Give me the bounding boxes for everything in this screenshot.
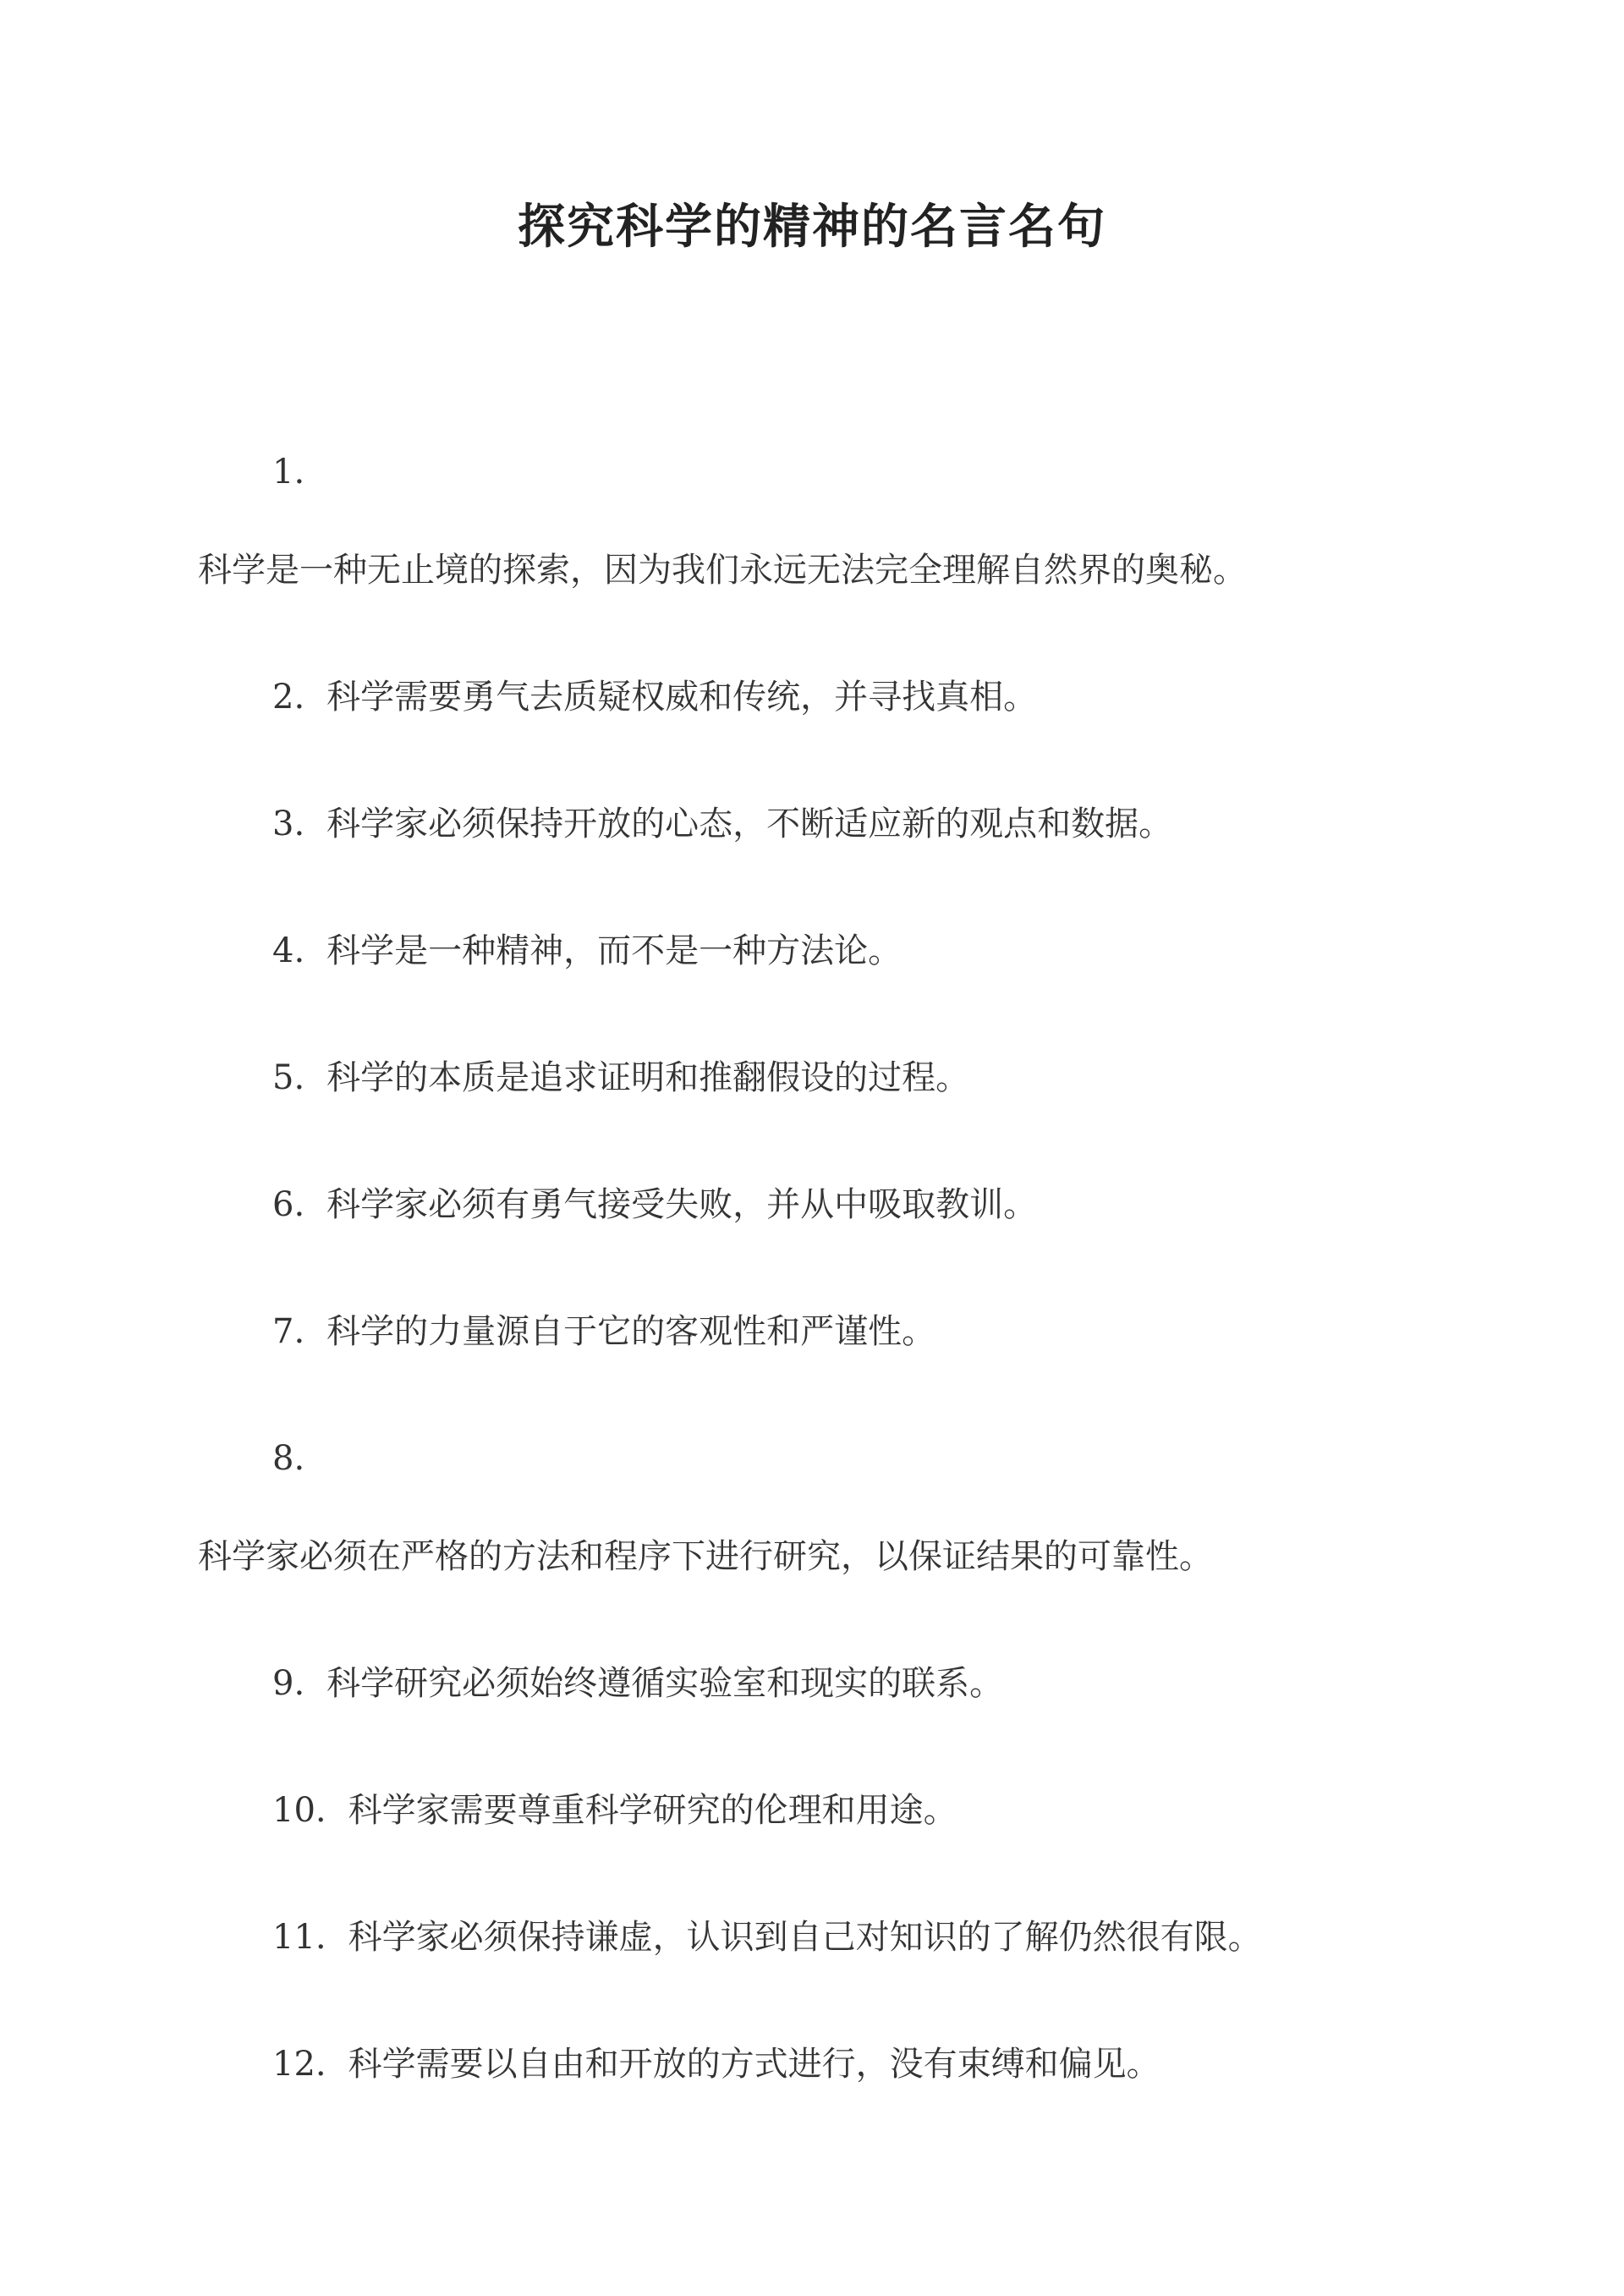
list-item-number: 6.: [272, 1185, 305, 1224]
list-item-number: 7.: [272, 1312, 305, 1351]
list-item: [272, 1056, 969, 1100]
page-title: 探究科学的精神的名言名句: [518, 199, 1106, 255]
list-item: [272, 1183, 1037, 1227]
list-item: [272, 1915, 1262, 1959]
list-item-text: 科学是一种无止境的探索，因为我们永远无法完全理解自然界的奥秘。: [198, 551, 1247, 590]
list-item-number: 8.: [272, 1439, 305, 1478]
list-item-text: 科学家必须在严格的方法和程序下进行研究，以保证结果的可靠性。: [198, 1537, 1213, 1576]
list-item-number: 2.: [272, 678, 305, 717]
list-item-number: 10.: [272, 1791, 326, 1830]
list-item: [272, 802, 1172, 846]
list-item-number: 3.: [272, 805, 305, 843]
list-item-number: 12.: [272, 2045, 326, 2084]
list-item-text: 科学研究必须始终遵循实验室和现实的联系。: [326, 1664, 1004, 1703]
list-item-text: 科学需要以自由和开放的方式进行，没有束缚和偏见。: [348, 2045, 1160, 2084]
list-item: [272, 2042, 1160, 2086]
list-item-text: 科学家必须保持开放的心态，不断适应新的观点和数据。: [326, 805, 1173, 843]
list-item: [272, 1662, 1003, 1706]
list-item-number: 5.: [272, 1058, 305, 1097]
list-item-text: 科学家必须有勇气接受失败，并从中吸取教训。: [326, 1185, 1038, 1224]
list-item-text: 科学家必须保持谦虚，认识到自己对知识的了解仍然很有限。: [348, 1918, 1262, 1957]
list-item: [272, 675, 1037, 719]
list-item: [272, 929, 902, 973]
list-item-number: 1.: [272, 453, 305, 492]
list-item: [272, 1788, 957, 1832]
list-item-text: 科学是一种精神，而不是一种方法论。: [326, 931, 903, 970]
list-item-text: 科学的本质是追求证明和推翻假设的过程。: [326, 1058, 970, 1097]
list-item-number: 4.: [272, 931, 305, 970]
list-item: [272, 1310, 935, 1354]
list-item-text: 科学需要勇气去质疑权威和传统，并寻找真相。: [326, 678, 1038, 717]
list-item-text: 科学的力量源自于它的客观性和严谨性。: [326, 1312, 936, 1351]
list-item-number: 11.: [272, 1918, 326, 1957]
list-item-text: 科学家需要尊重科学研究的伦理和用途。: [348, 1791, 957, 1830]
list-item-number: 9.: [272, 1664, 305, 1703]
